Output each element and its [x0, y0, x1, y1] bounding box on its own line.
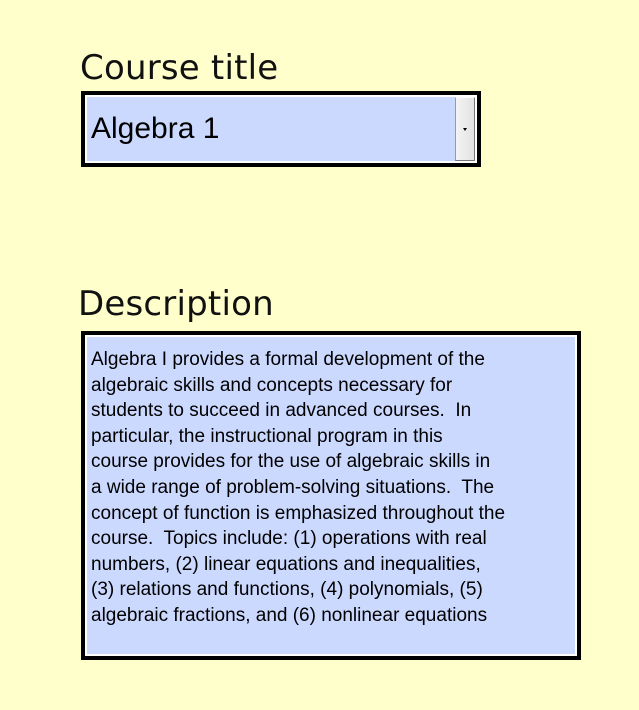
description-text[interactable]: Algebra I provides a formal development of the algebraic skills and concepts necessary for students to succeed in advanced courses. In particular, the instructional program in this course provides for the use of algebraic skills in a wide range of problem-solving situations. The concept of function is emphasized throughout the course. Topics include: (1) operations with real numbers, (2) linear equations and inequalities, (3) relations and functions, (4) polynomials, (5) algebraic fractions, and (6) nonlinear equations	[87, 337, 575, 654]
description-textarea[interactable]	[81, 331, 581, 660]
chevron-down-icon	[463, 128, 467, 131]
course-title-select[interactable]	[81, 91, 481, 167]
description-label: Description	[78, 284, 274, 324]
course-title-selected-value: Algebra 1	[91, 112, 220, 145]
course-title-label: Course title	[80, 48, 279, 88]
course-title-dropdown-button[interactable]	[455, 97, 475, 161]
course-title-select-field[interactable]	[87, 97, 475, 161]
